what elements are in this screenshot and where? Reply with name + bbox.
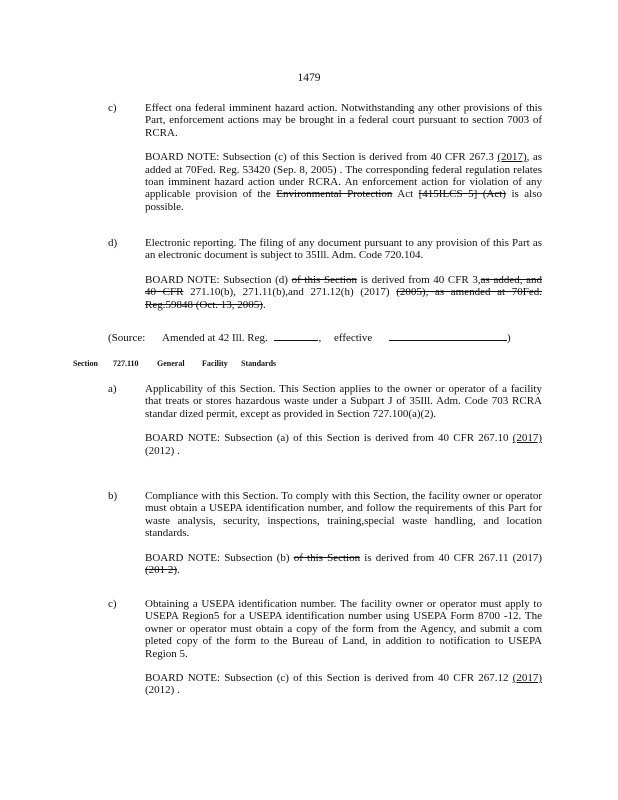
section-title-word: Facility	[202, 359, 228, 368]
note-text: .	[177, 564, 180, 577]
struck-text: of this Section	[293, 551, 361, 564]
note-text: BOARD NOTE: Subsection (c) of this Section is derived from 40 CFR 267.3	[145, 151, 498, 164]
note-text: 271.10(b), 271.11(b),and 271.12(h) (2017)	[183, 286, 397, 299]
note-text: BOARD NOTE: Subsection (d)	[145, 273, 292, 286]
note-text: (2012) .	[145, 684, 180, 697]
board-note	[145, 552, 542, 577]
note-text: is derived from 40 CFR 3,	[356, 273, 481, 286]
struck-text: as added, and 40 CFR	[145, 273, 542, 299]
subsection-label: c)	[108, 102, 117, 114]
note-text: Act	[392, 188, 419, 201]
struck-text: (2005), as amended at 70Fed. Reg.59848 (Oct. 13, 2005)	[145, 286, 542, 311]
board-note	[145, 274, 542, 311]
board-note	[145, 432, 542, 457]
subsection-label: b)	[108, 490, 118, 502]
note-text: , as added at 70Fed. Reg. 53420 (Sep. 8, 2005) . The corresponding federal regulation relates toan imminent hazard action under RCRA. An enforcement action for violation of any applicable provision of the	[145, 151, 542, 201]
note-text: .	[262, 298, 266, 311]
board-note	[145, 151, 542, 213]
note-text: is also possible.	[145, 188, 542, 213]
note-text: BOARD NOTE: Subsection (c) of this Section is derived from 40 CFR 267.12	[145, 672, 513, 685]
effective-date-blank	[389, 331, 507, 341]
subsection-label: a)	[108, 383, 117, 395]
struck-text: Environmental Protection	[276, 188, 393, 201]
subsection-label: c)	[108, 598, 117, 610]
register-page-blank	[274, 331, 318, 341]
section-word: Section	[73, 359, 98, 368]
subsection-text: Electronic reporting. The filing of any document pursuant to any provision of this Part as an electronic document is subject to 35Ill. Adm. Code 720.104.	[145, 237, 542, 262]
note-text: BOARD NOTE: Subsection (b)	[145, 551, 294, 564]
inserted-text: (2017)	[512, 432, 542, 445]
source-close: )	[507, 332, 511, 344]
board-note	[145, 672, 542, 697]
section-title-word: Standards	[241, 359, 277, 368]
note-text: (2012) .	[145, 444, 180, 457]
subsection-text: Effect ona federal imminent hazard action. Notwithstanding any other provisions of this Part, enforcement actions may be brought in a federal court pursuant to section 7003 of RCRA.	[145, 102, 542, 139]
section-title-word: General	[157, 359, 185, 368]
struck-text: (201 2)	[145, 564, 178, 577]
subsection-label: d)	[108, 237, 118, 249]
effective-label: effective	[333, 332, 373, 344]
subsection-text: Compliance with this Section. To comply with this Section, the facility owner or operator must obtain a USEPA identification number, and follow the requirements of this Part for waste analysis, security, inspections, training,special waste handling, and location standards.	[145, 490, 542, 540]
inserted-text: (2017)	[497, 151, 527, 164]
note-text: is derived from 40 CFR 267.11 (2017)	[360, 551, 542, 564]
source-comma: ,	[318, 332, 322, 344]
source-text: Amended at 42 Ill. Reg.	[162, 332, 268, 344]
note-text: BOARD NOTE: Subsection (a) of this Section is derived from 40 CFR 267.10	[145, 432, 513, 445]
page-number: 1479	[297, 72, 321, 84]
subsection-text: Obtaining a USEPA identification number. The facility owner or operator must apply to USEPA Region5 for a USEPA identification number using USEPA Form 8700 -12. The owner or operator must obtain a copy of the form from the Agency, and submit a com pleted copy of the form to the Bureau of Land, in addition to notification to USEPA Region 5.	[145, 598, 542, 660]
source-line	[108, 331, 542, 344]
inserted-text: (2017)	[512, 672, 542, 685]
subsection-text: Applicability of this Section. This Section applies to the owner or operator of a facility that treats or stores hazardous waste under a Subpart J of 35Ill. Adm. Code 703 RCRA standar dized permit, except as provided in Section 727.100(a)(2).	[145, 383, 542, 420]
section-number: 727.110	[113, 359, 139, 368]
struck-text: [415ILCS 5] (Act)	[418, 188, 506, 201]
source-prefix: (Source:	[108, 332, 146, 344]
struck-text: of this Section	[291, 273, 357, 286]
